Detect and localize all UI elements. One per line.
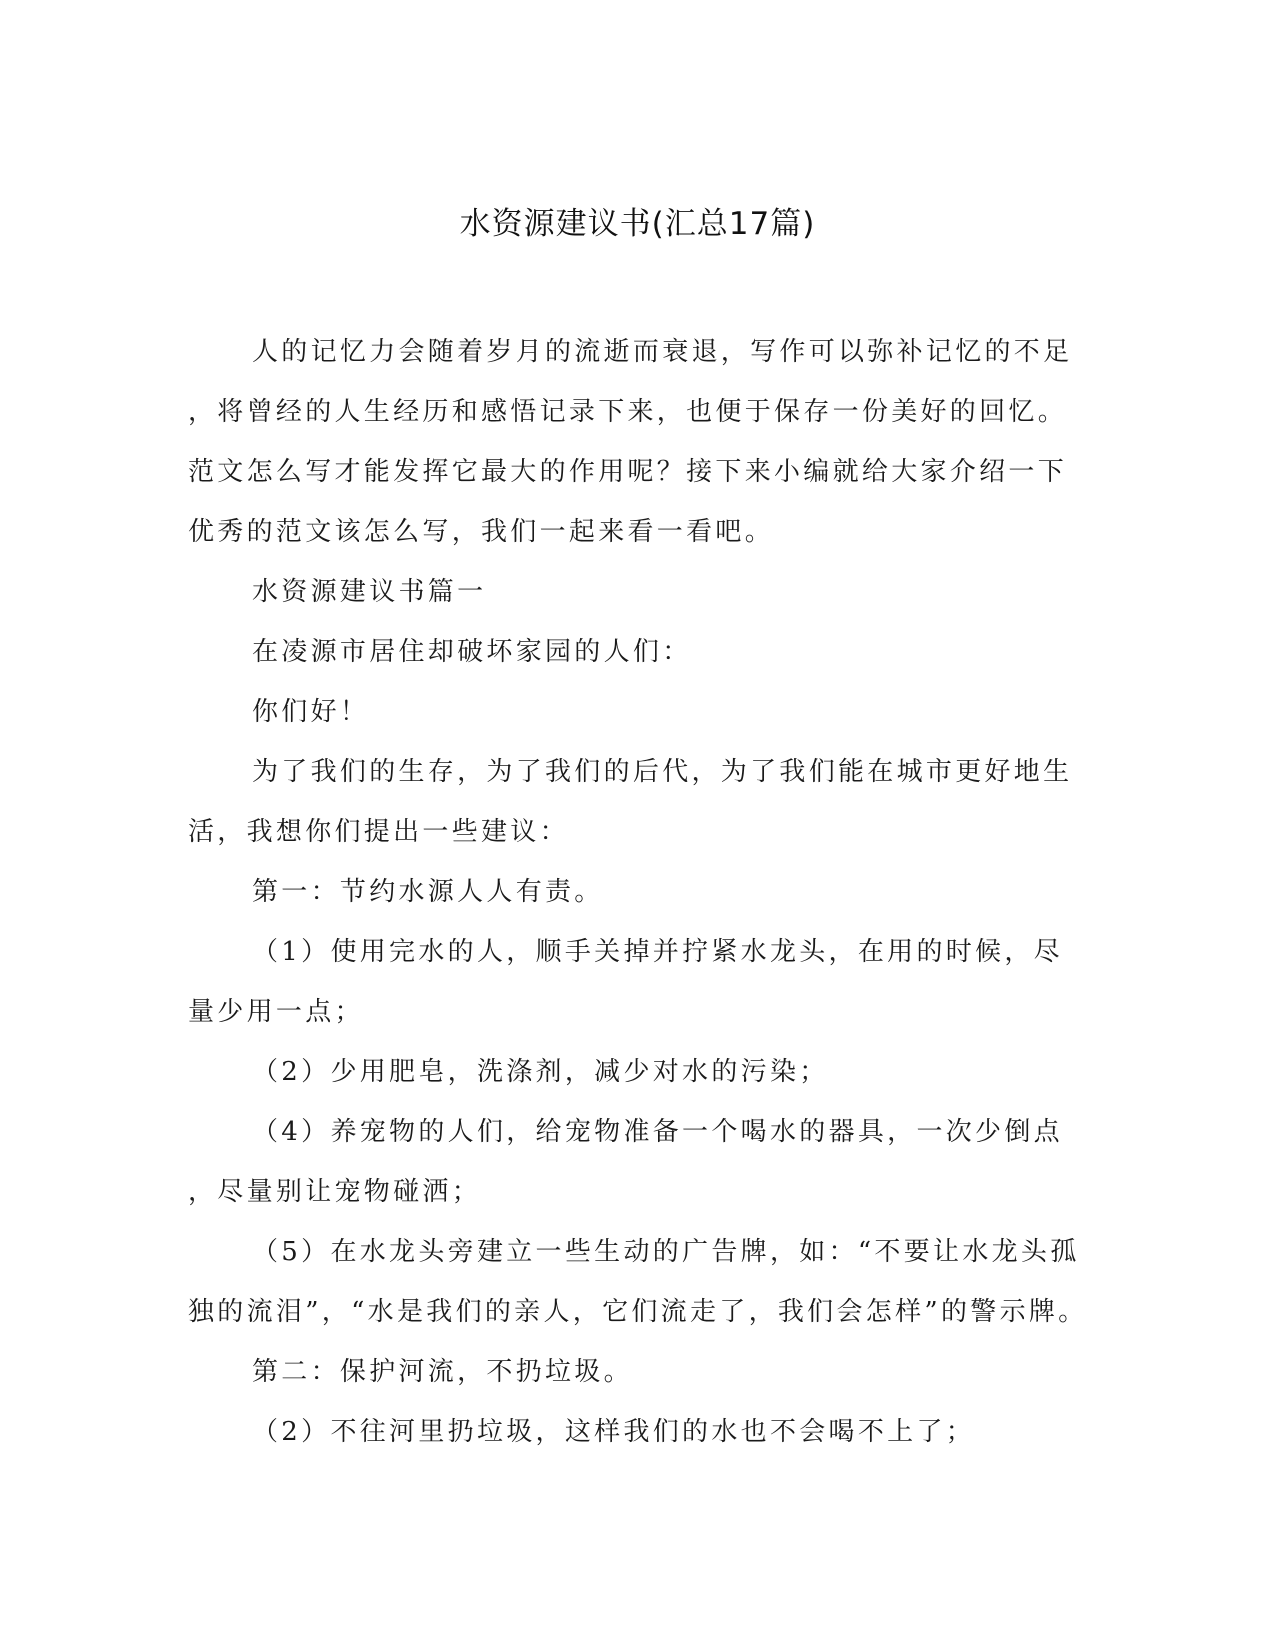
intro-line-2: ，将曾经的人生经历和感悟记录下来，也便于保存一份美好的回忆。: [188, 397, 1068, 427]
salutation: 在凌源市居住却破坏家园的人们：: [252, 637, 692, 667]
document-title: 水资源建议书(汇总17篇): [459, 206, 816, 242]
intro-line-3: 范文怎么写才能发挥它最大的作用呢？接下来小编就给大家介绍一下: [188, 457, 1068, 487]
intro-line-1: 人的记忆力会随着岁月的流逝而衰退，写作可以弥补记忆的不足: [252, 337, 1073, 367]
greeting: 你们好！: [252, 697, 370, 727]
item-1-line-1: （1）使用完水的人，顺手关掉并拧紧水龙头，在用的时候，尽: [252, 937, 1063, 967]
point-one-heading: 第一：节约水源人人有责。: [252, 877, 604, 907]
para-purpose-line-1: 为了我们的生存，为了我们的后代，为了我们能在城市更好地生: [252, 757, 1073, 787]
document-body: [188, 322, 1088, 1462]
item-1-line-2: 量少用一点；: [188, 997, 364, 1027]
section-heading: 水资源建议书篇一: [252, 577, 487, 607]
intro-line-4: 优秀的范文该怎么写，我们一起来看一看吧。: [188, 517, 775, 547]
item-4-line-2: ，尽量别让宠物碰洒；: [188, 1177, 482, 1207]
point-two-heading: 第二：保护河流，不扔垃圾。: [252, 1357, 633, 1387]
item-5-line-1: （5）在水龙头旁建立一些生动的广告牌，如：“不要让水龙头孤: [252, 1237, 1080, 1267]
item-2b: （2）不往河里扔垃圾，这样我们的水也不会喝不上了；: [252, 1417, 976, 1447]
item-5-line-2: 独的流泪”，“水是我们的亲人，它们流走了，我们会怎样”的警示牌。: [188, 1297, 1088, 1327]
item-2: （2）少用肥皂，洗涤剂，减少对水的污染；: [252, 1057, 829, 1087]
item-4-line-1: （4）养宠物的人们，给宠物准备一个喝水的器具，一次少倒点: [252, 1117, 1063, 1147]
para-purpose-line-2: 活，我想你们提出一些建议：: [188, 817, 569, 847]
